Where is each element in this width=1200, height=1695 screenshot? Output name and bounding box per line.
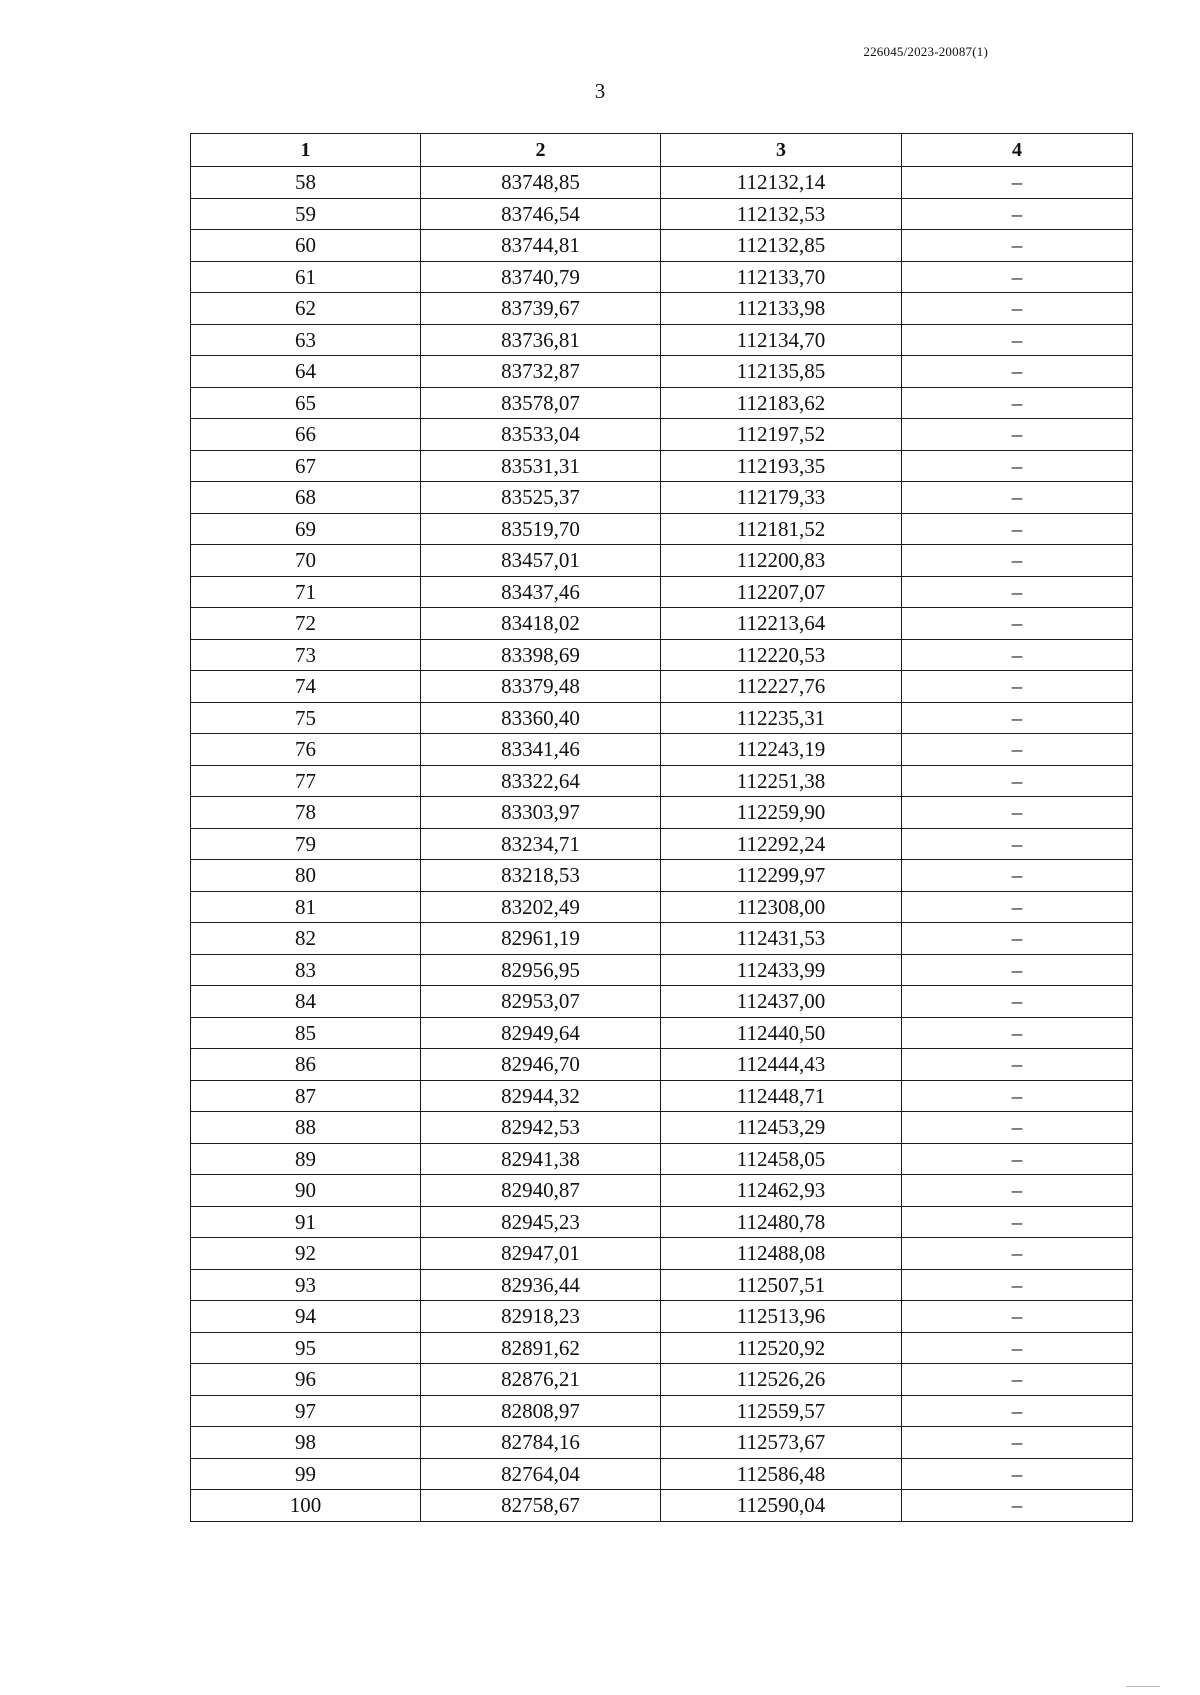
table-row (191, 1112, 1133, 1144)
table-cell: 112480,78 (661, 1206, 902, 1238)
table-cell: – (902, 828, 1133, 860)
table-cell: 86 (191, 1049, 421, 1081)
table-cell: 112132,14 (661, 167, 902, 199)
table-cell: 87 (191, 1080, 421, 1112)
table-row (191, 1427, 1133, 1459)
table-row (191, 356, 1133, 388)
table-cell: – (902, 923, 1133, 955)
table-cell: 112207,07 (661, 576, 902, 608)
table-cell: – (902, 545, 1133, 577)
table-row (191, 702, 1133, 734)
table-row (191, 954, 1133, 986)
table-cell: 97 (191, 1395, 421, 1427)
table-cell: – (902, 797, 1133, 829)
table-cell: 112488,08 (661, 1238, 902, 1270)
table-cell: – (902, 1049, 1133, 1081)
table-cell: 83739,67 (421, 293, 661, 325)
table-cell: 100 (191, 1490, 421, 1522)
table-cell: 83525,37 (421, 482, 661, 514)
table-cell: – (902, 230, 1133, 262)
table-cell: – (902, 734, 1133, 766)
table-cell: 112197,52 (661, 419, 902, 451)
table-cell: 82940,87 (421, 1175, 661, 1207)
table-cell: 83736,81 (421, 324, 661, 356)
coordinates-table (190, 133, 1133, 1522)
table-cell: – (902, 986, 1133, 1018)
table-cell: 72 (191, 608, 421, 640)
table-cell: 82944,32 (421, 1080, 661, 1112)
table-cell: 70 (191, 545, 421, 577)
table-cell: 83360,40 (421, 702, 661, 734)
table-cell: 112444,43 (661, 1049, 902, 1081)
table-row (191, 1049, 1133, 1081)
table-cell: 83322,64 (421, 765, 661, 797)
table-cell: 112259,90 (661, 797, 902, 829)
table-cell: 91 (191, 1206, 421, 1238)
table-cell: 73 (191, 639, 421, 671)
table-cell: 88 (191, 1112, 421, 1144)
table-cell: – (902, 1143, 1133, 1175)
table-row (191, 261, 1133, 293)
table-cell: – (902, 261, 1133, 293)
table-row (191, 293, 1133, 325)
table-cell: 112440,50 (661, 1017, 902, 1049)
table-cell: 83519,70 (421, 513, 661, 545)
table-row (191, 1080, 1133, 1112)
table-cell: 66 (191, 419, 421, 451)
table-cell: 83379,48 (421, 671, 661, 703)
table-cell: 81 (191, 891, 421, 923)
table-cell: – (902, 1364, 1133, 1396)
table-cell: 83398,69 (421, 639, 661, 671)
table-cell: 59 (191, 198, 421, 230)
table-cell: 83234,71 (421, 828, 661, 860)
table-cell: 67 (191, 450, 421, 482)
table-cell: 98 (191, 1427, 421, 1459)
table-cell: – (902, 608, 1133, 640)
table-row (191, 797, 1133, 829)
table-cell: 83 (191, 954, 421, 986)
table-cell: 112193,35 (661, 450, 902, 482)
table-row (191, 1143, 1133, 1175)
table-cell: – (902, 419, 1133, 451)
table-cell: 99 (191, 1458, 421, 1490)
table-cell: 82946,70 (421, 1049, 661, 1081)
table-row (191, 230, 1133, 262)
table-cell: – (902, 513, 1133, 545)
table-row (191, 986, 1133, 1018)
table-row (191, 1332, 1133, 1364)
table-cell: 82945,23 (421, 1206, 661, 1238)
table-cell: 65 (191, 387, 421, 419)
table-cell: 82808,97 (421, 1395, 661, 1427)
table-row (191, 1238, 1133, 1270)
table-cell: 77 (191, 765, 421, 797)
table-cell: 112586,48 (661, 1458, 902, 1490)
table-cell: – (902, 324, 1133, 356)
table-row (191, 1301, 1133, 1333)
table-cell: – (902, 1206, 1133, 1238)
table-cell: 62 (191, 293, 421, 325)
table-cell: 112134,70 (661, 324, 902, 356)
table-cell: 83457,01 (421, 545, 661, 577)
table-cell: 82 (191, 923, 421, 955)
table-cell: 83748,85 (421, 167, 661, 199)
table-cell: 112213,64 (661, 608, 902, 640)
table-cell: – (902, 1080, 1133, 1112)
table-row (191, 419, 1133, 451)
table-cell: 112132,53 (661, 198, 902, 230)
table-cell: – (902, 765, 1133, 797)
table-cell: 112507,51 (661, 1269, 902, 1301)
table-cell: 84 (191, 986, 421, 1018)
table-cell: 61 (191, 261, 421, 293)
table-cell: 68 (191, 482, 421, 514)
table-cell: 83437,46 (421, 576, 661, 608)
table-cell: 82947,01 (421, 1238, 661, 1270)
page-number: 3 (594, 79, 606, 103)
table-cell: 112251,38 (661, 765, 902, 797)
table-cell: – (902, 639, 1133, 671)
table-row (191, 828, 1133, 860)
table-cell: 112573,67 (661, 1427, 902, 1459)
table-cell: 78 (191, 797, 421, 829)
table-cell: 112520,92 (661, 1332, 902, 1364)
table-cell: 96 (191, 1364, 421, 1396)
table-row (191, 1175, 1133, 1207)
table-row (191, 1269, 1133, 1301)
table-cell: – (902, 356, 1133, 388)
table-cell: – (902, 576, 1133, 608)
table-cell: – (902, 954, 1133, 986)
table-row (191, 482, 1133, 514)
table-cell: – (902, 1112, 1133, 1144)
table-cell: 80 (191, 860, 421, 892)
table-cell: 112431,53 (661, 923, 902, 955)
table-cell: – (902, 1427, 1133, 1459)
table-cell: 95 (191, 1332, 421, 1364)
table-cell: 83740,79 (421, 261, 661, 293)
table-cell: – (902, 1490, 1133, 1522)
table-body (191, 167, 1133, 1522)
table-cell: 83744,81 (421, 230, 661, 262)
table-cell: – (902, 450, 1133, 482)
table-cell: 112179,33 (661, 482, 902, 514)
table-row (191, 860, 1133, 892)
table-cell: 71 (191, 576, 421, 608)
column-header: 1 (191, 134, 421, 167)
table-row (191, 1458, 1133, 1490)
table-row (191, 1395, 1133, 1427)
table-row (191, 765, 1133, 797)
table-cell: – (902, 167, 1133, 199)
table-cell: 82891,62 (421, 1332, 661, 1364)
table-cell: – (902, 198, 1133, 230)
table-row (191, 923, 1133, 955)
table-cell: – (902, 1017, 1133, 1049)
table-cell: 112458,05 (661, 1143, 902, 1175)
scan-edge-mark (1126, 1686, 1160, 1687)
table-cell: – (902, 482, 1133, 514)
column-header: 3 (661, 134, 902, 167)
table-cell: 112526,26 (661, 1364, 902, 1396)
table-row (191, 450, 1133, 482)
table-cell: 93 (191, 1269, 421, 1301)
table-row (191, 545, 1133, 577)
table-cell: 82942,53 (421, 1112, 661, 1144)
table-cell: 112200,83 (661, 545, 902, 577)
column-header: 4 (902, 134, 1133, 167)
column-header: 2 (421, 134, 661, 167)
table-cell: 112590,04 (661, 1490, 902, 1522)
table-cell: – (902, 671, 1133, 703)
table-cell: 112227,76 (661, 671, 902, 703)
table-cell: 63 (191, 324, 421, 356)
table-cell: 82961,19 (421, 923, 661, 955)
table-cell: 82764,04 (421, 1458, 661, 1490)
table-cell: 82953,07 (421, 986, 661, 1018)
table-row (191, 671, 1133, 703)
table-cell: 83746,54 (421, 198, 661, 230)
table-cell: – (902, 1238, 1133, 1270)
table-cell: 83341,46 (421, 734, 661, 766)
table-cell: 94 (191, 1301, 421, 1333)
table-row (191, 639, 1133, 671)
table-row (191, 734, 1133, 766)
table-cell: 112133,70 (661, 261, 902, 293)
table-cell: – (902, 293, 1133, 325)
table-cell: 82949,64 (421, 1017, 661, 1049)
table-cell: 112437,00 (661, 986, 902, 1018)
table-row (191, 513, 1133, 545)
table-cell: 90 (191, 1175, 421, 1207)
table-cell: 112220,53 (661, 639, 902, 671)
table-cell: 112132,85 (661, 230, 902, 262)
table-cell: – (902, 1301, 1133, 1333)
table-cell: – (902, 1332, 1133, 1364)
table-cell: 60 (191, 230, 421, 262)
table-cell: 74 (191, 671, 421, 703)
table-cell: 83202,49 (421, 891, 661, 923)
table-cell: 69 (191, 513, 421, 545)
table-row (191, 1490, 1133, 1522)
table-cell: 112235,31 (661, 702, 902, 734)
table-cell: 58 (191, 167, 421, 199)
table-cell: 112133,98 (661, 293, 902, 325)
table-cell: 112513,96 (661, 1301, 902, 1333)
table-cell: 83303,97 (421, 797, 661, 829)
table-row (191, 387, 1133, 419)
table-row (191, 167, 1133, 199)
table-cell: 82758,67 (421, 1490, 661, 1522)
table-cell: 89 (191, 1143, 421, 1175)
table-cell: – (902, 387, 1133, 419)
table-cell: – (902, 860, 1133, 892)
table-cell: 112433,99 (661, 954, 902, 986)
table-cell: 112308,00 (661, 891, 902, 923)
table-cell: 112181,52 (661, 513, 902, 545)
table-row (191, 608, 1133, 640)
table-cell: 112299,97 (661, 860, 902, 892)
table-cell: 82936,44 (421, 1269, 661, 1301)
table-cell: – (902, 1269, 1133, 1301)
document-id: 226045/2023-20087(1) (863, 44, 988, 59)
table-cell: 112559,57 (661, 1395, 902, 1427)
table-cell: 82956,95 (421, 954, 661, 986)
table-cell: 112453,29 (661, 1112, 902, 1144)
table-cell: 112135,85 (661, 356, 902, 388)
table-header-row (191, 134, 1133, 167)
table-cell: 92 (191, 1238, 421, 1270)
table-cell: 83418,02 (421, 608, 661, 640)
table-cell: 112462,93 (661, 1175, 902, 1207)
table-cell: 112183,62 (661, 387, 902, 419)
table-cell: – (902, 1175, 1133, 1207)
table-cell: 82918,23 (421, 1301, 661, 1333)
table-cell: 64 (191, 356, 421, 388)
table-row (191, 198, 1133, 230)
table-cell: – (902, 891, 1133, 923)
table-cell: 79 (191, 828, 421, 860)
table-cell: – (902, 1458, 1133, 1490)
table-cell: 82784,16 (421, 1427, 661, 1459)
table-cell: 75 (191, 702, 421, 734)
table-row (191, 324, 1133, 356)
table-row (191, 576, 1133, 608)
table-cell: 112243,19 (661, 734, 902, 766)
table-cell: 83578,07 (421, 387, 661, 419)
table-row (191, 1364, 1133, 1396)
table-cell: 112292,24 (661, 828, 902, 860)
table-cell: – (902, 1395, 1133, 1427)
table-cell: – (902, 702, 1133, 734)
table-cell: 85 (191, 1017, 421, 1049)
table-cell: 112448,71 (661, 1080, 902, 1112)
table-cell: 83533,04 (421, 419, 661, 451)
table-row (191, 891, 1133, 923)
table-cell: 82941,38 (421, 1143, 661, 1175)
table-row (191, 1206, 1133, 1238)
table-cell: 83531,31 (421, 450, 661, 482)
table-row (191, 1017, 1133, 1049)
table-cell: 82876,21 (421, 1364, 661, 1396)
table-cell: 83218,53 (421, 860, 661, 892)
table-cell: 76 (191, 734, 421, 766)
table-cell: 83732,87 (421, 356, 661, 388)
